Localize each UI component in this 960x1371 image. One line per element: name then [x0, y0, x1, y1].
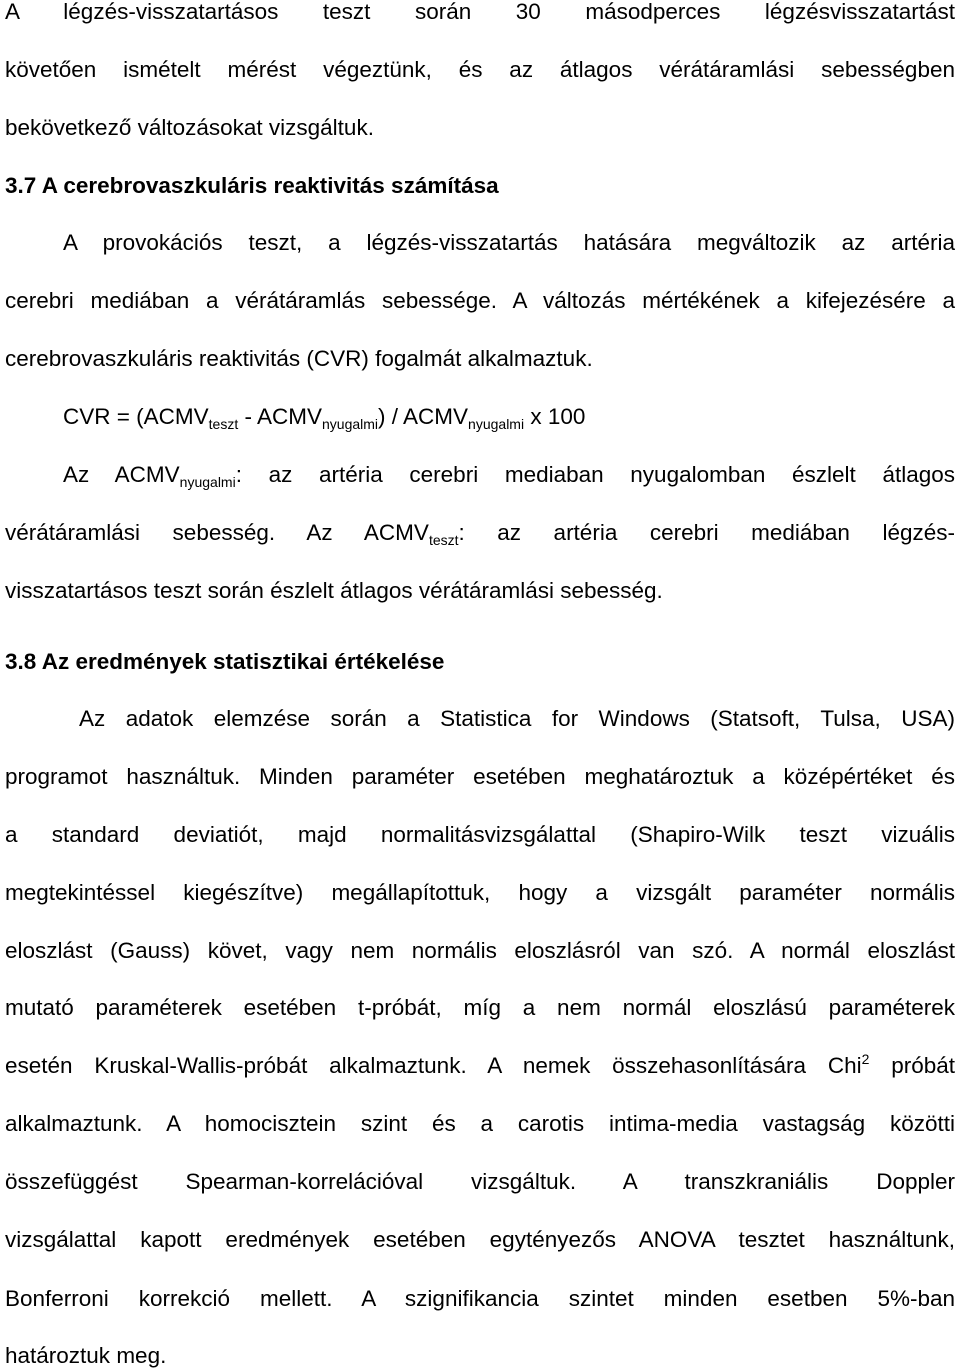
paragraph-line: Bonferroni korrekció mellett. A szignifikancia szintet minden esetben 5%-ban: [5, 1286, 955, 1311]
paragraph-line: összefüggést Spearman-korrelációval vizsgáltuk. A transzkraniális Doppler: [5, 1169, 955, 1194]
paragraph-line: A légzés-visszatartásos teszt során 30 másodperces légzésvisszatartást: [5, 0, 955, 24]
paragraph-line: A provokációs teszt, a légzés-visszatartás hatására megváltozik az artéria: [63, 230, 955, 255]
paragraph-line: alkalmaztunk. A homocisztein szint és a carotis intima-media vastagság közötti: [5, 1111, 955, 1136]
paragraph-line: programot használtuk. Minden paraméter esetében meghatároztuk a középértéket és: [5, 764, 955, 789]
paragraph-line: eloszlást (Gauss) követ, vagy nem normális eloszlásról van szó. A normál eloszlást: [5, 938, 955, 963]
definition-line: visszatartásos teszt során észlelt átlagos vérátáramlási sebesség.: [5, 578, 663, 603]
paragraph-line: mutató paraméterek esetében t-próbát, míg a nem normál eloszlású paraméterek: [5, 995, 955, 1020]
paragraph-line: bekövetkező változásokat vizsgáltuk.: [5, 115, 374, 140]
paragraph-line: határoztuk meg.: [5, 1343, 167, 1368]
definition-line: vérátáramlási sebesség. Az $ACMV_{teszt}$: az artéria cerebri mediában légzés-: [5, 520, 955, 548]
paragraph-line: vizsgálattal kapott eredmények esetében egytényezős ANOVA tesztet használtunk,: [5, 1227, 955, 1252]
paragraph-line: cerebrovaszkuláris reaktivitás (CVR) fogalmát alkalmaztuk.: [5, 346, 593, 371]
paragraph-line: a standard deviatiót, majd normalitásvizsgálattal (Shapiro-Wilk teszt vizuális: [5, 822, 955, 847]
paragraph-line: követően ismételt mérést végeztünk, és az átlagos vérátáramlási sebességben: [5, 57, 955, 82]
section-heading: 3.7 A cerebrovaszkuláris reaktivitás számítása: [5, 173, 499, 198]
paragraph-line: esetén Kruskal-Wallis-próbát alkalmaztunk. A nemek összehasonlítására Chi$^2$ próbát: [5, 1051, 955, 1078]
paragraph-line: Az adatok elemzése során a Statistica for Windows (Statsoft, Tulsa, USA): [79, 706, 955, 731]
paragraph-line: cerebri mediában a vérátáramlás sebessége. A változás mértékének a kifejezésére a: [5, 288, 955, 313]
cvr-formula: CVR = ($ACMV_{teszt}$ - $ACMV_{nyugalmi}$) / $ACMV_{nyugalmi}$ x 100: [63, 404, 586, 432]
definition-line: Az $ACMV_{nyugalmi}$: az artéria cerebri mediaban nyugalomban észlelt átlagos: [63, 462, 955, 490]
paragraph-line: megtekintéssel kiegészítve) megállapítottuk, hogy a vizsgált paraméter normális: [5, 880, 955, 905]
section-heading: 3.8 Az eredmények statisztikai értékelése: [5, 649, 445, 674]
